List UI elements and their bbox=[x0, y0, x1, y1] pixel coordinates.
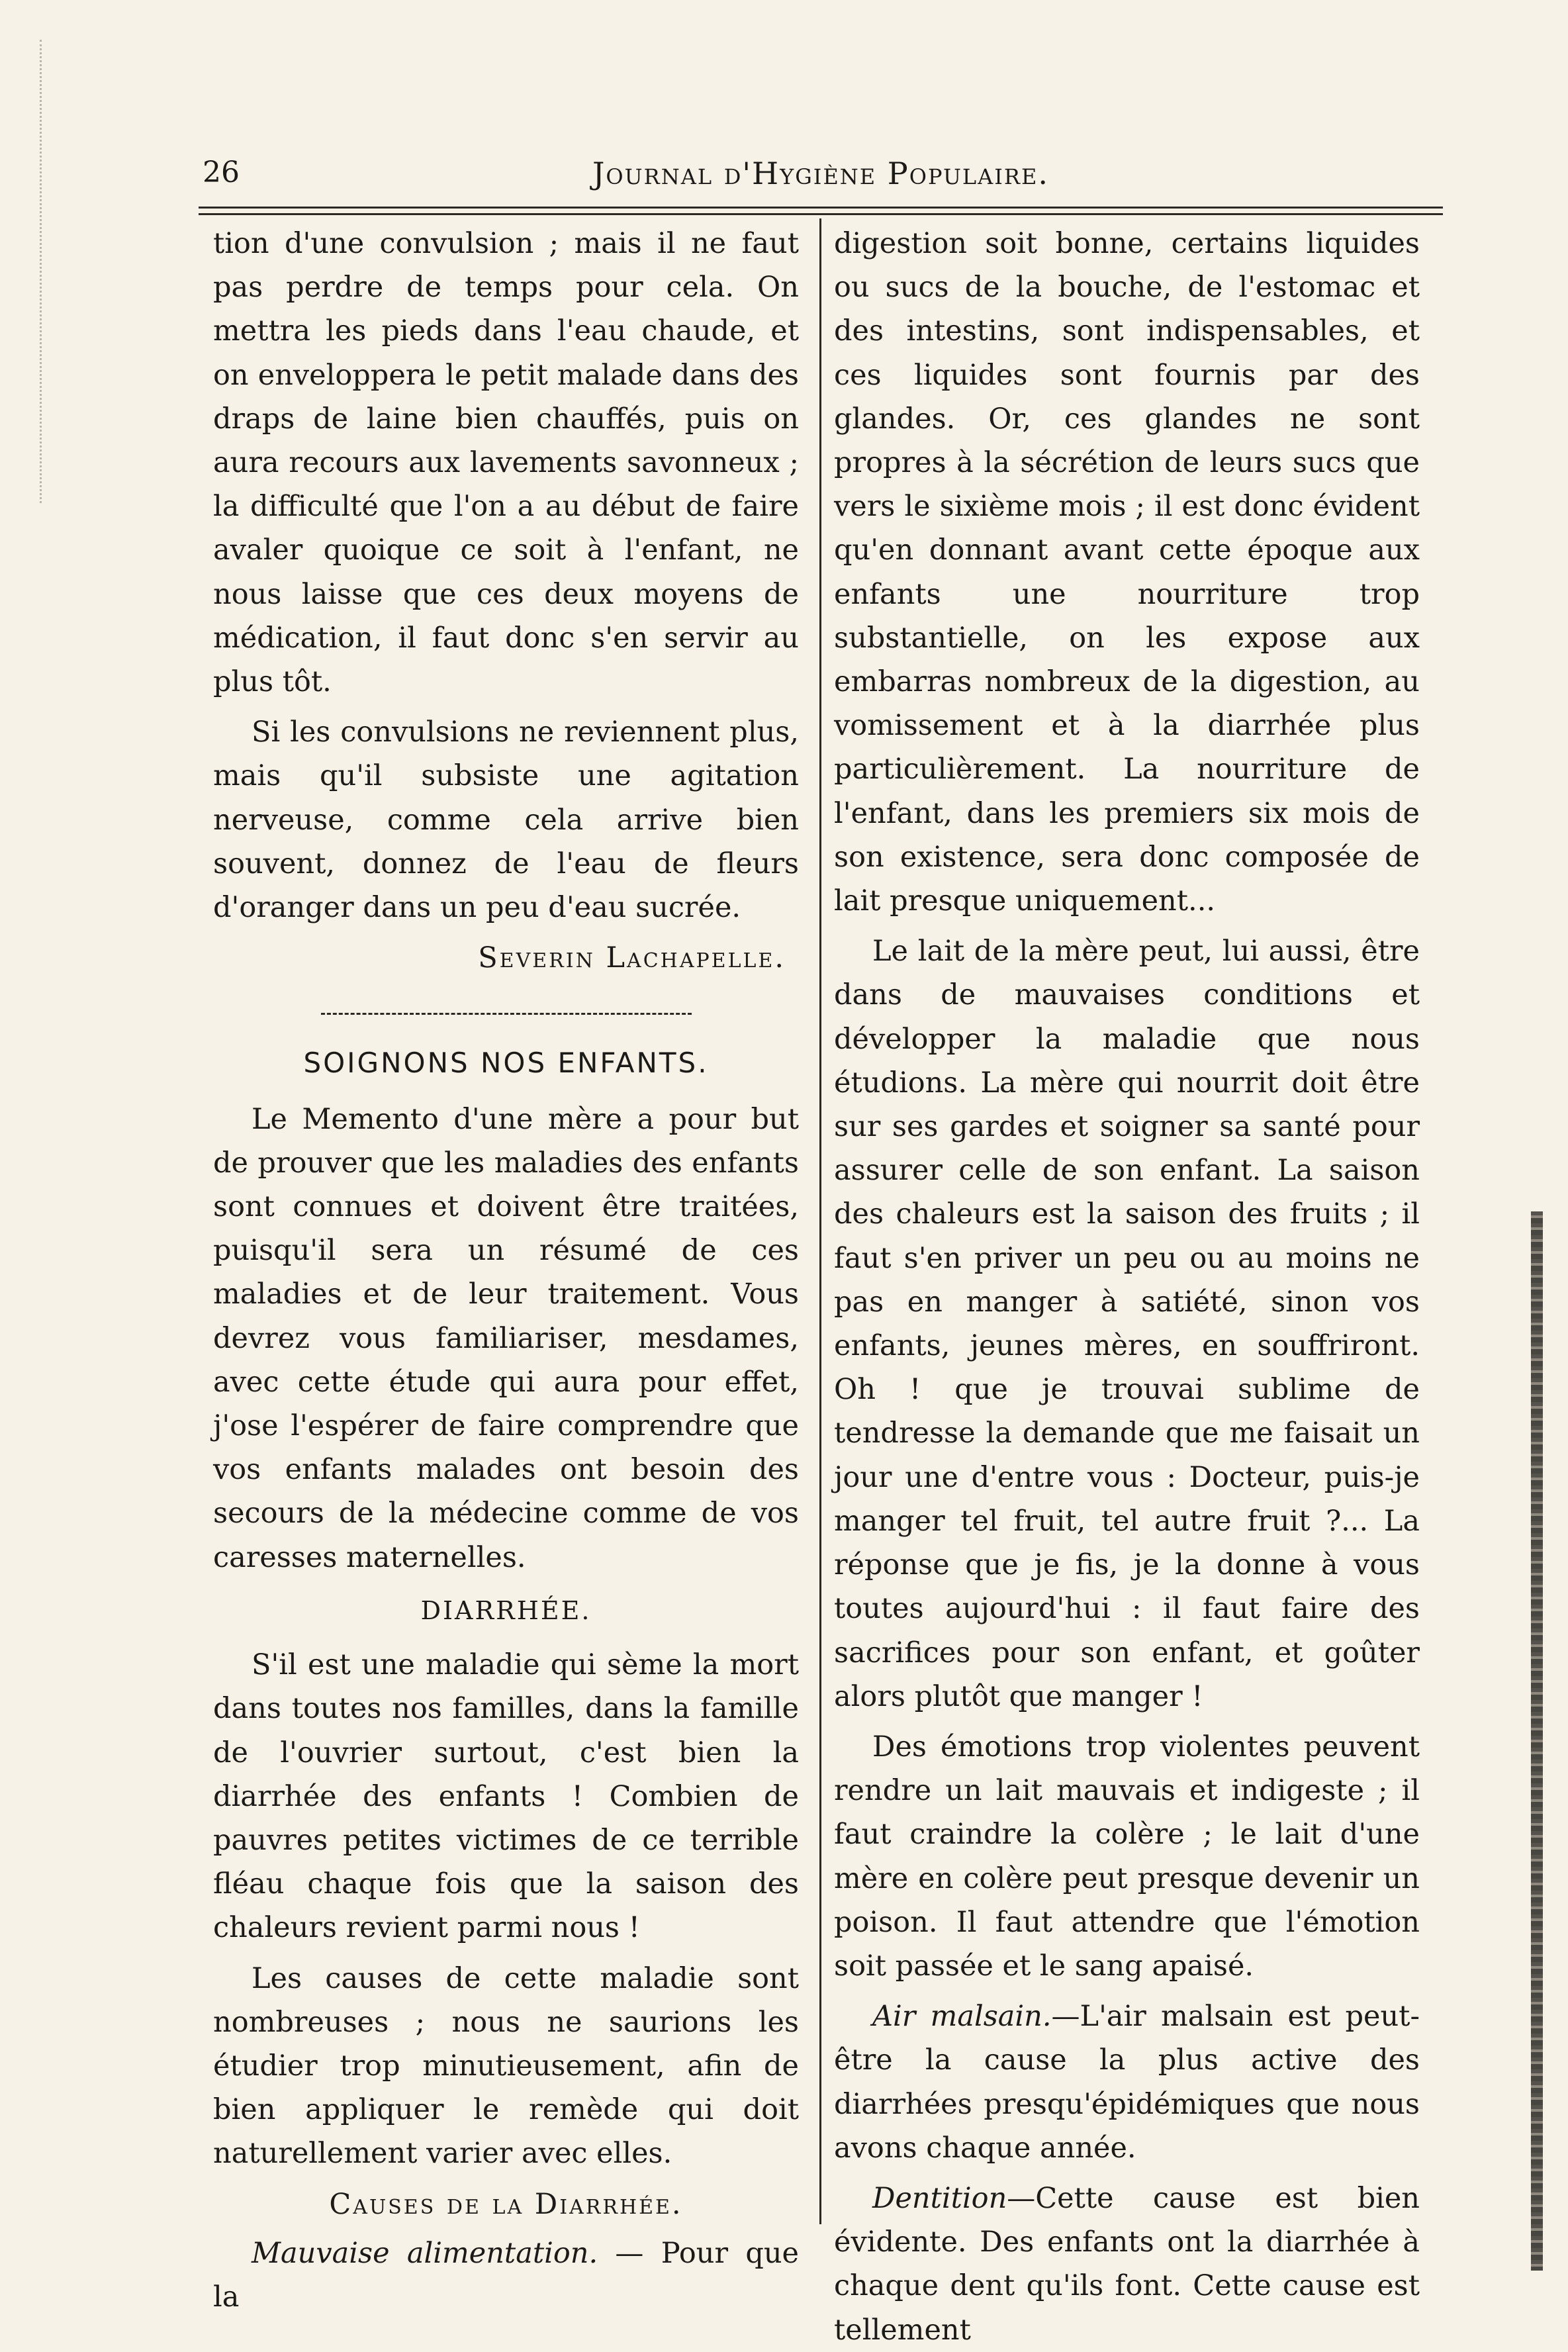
scan-edge bbox=[1531, 1211, 1543, 2271]
paragraph: Des émotions trop violentes peuvent rendre un lait mauvais et indigeste ; il faut craindre la colère ; le lait d'une mère en colère peut presque devenir un poison. Il faut attendre que l'émotion soit passée et le sang apaisé. bbox=[834, 1730, 1420, 1983]
run-in-heading: Dentition bbox=[872, 2181, 1007, 2215]
paragraph bbox=[834, 2177, 1420, 2352]
section-subheading: Causes de la Diarrhée. bbox=[329, 2187, 683, 2221]
running-title: Journal d'Hygiène Populaire. bbox=[592, 156, 1049, 191]
right-column bbox=[834, 222, 1420, 2352]
paragraph: tion d'une convulsion ; mais il ne faut pas perdre de temps pour cela. On mettra les pieds dans l'eau chaude, et on enveloppera le petit malade dans des draps de laine bien chauffés, puis on aura recours aux lavements savonneux ; la difficulté que l'on a au début de faire avaler quoique ce soit à l'enfant, ne nous laisse que ces deux moyens de médication, il faut donc s'en servir au plus tôt. bbox=[213, 227, 799, 699]
paragraph: Le Memento d'une mère a pour but de prouver que les maladies des enfants sont connues et doivent être traitées, puisqu'il sera un résumé de ces maladies et de leur traitement. Vous devrez vous familiariser, mesdames, avec cette étude qui aura pour effet, j'ose l'espérer de faire comprendre que vos enfants malades ont besoin des secours de la médecine comme de vos caresses maternelles. bbox=[213, 1102, 799, 1574]
left-column bbox=[213, 222, 799, 2319]
paragraph: Si les convulsions ne reviennent plus, mais qu'il subsiste une agitation nerveuse, comme cela arrive bien souvent, donnez de l'eau de fleurs d'oranger dans un peu d'eau sucrée. bbox=[213, 716, 799, 925]
author-signature: Severin Lachapelle. bbox=[478, 941, 786, 975]
paragraph: Le lait de la mère peut, lui aussi, être dans de mauvaises conditions et développer la maladie que nous étudions. La mère qui nourrit doit être sur ses gardes et soigner sa santé pour assurer celle de son enfant. La saison des chaleurs est la saison des fruits ; il faut s'en priver un peu ou au moins ne pas en manger à satiété, sinon vos enfants, jeunes mères, en souffriront. Oh ! que je trouvai sublime de tendresse la demande que me faisait un jour une d'entre vous : Docteur, puis-je manger tel fruit, tel autre fruit ?... La réponse que je fis, je la donne à vous toutes aujourd'hui : il faut faire des sacrifices pour son enfant, et goûter alors plutôt que manger ! bbox=[834, 935, 1420, 1713]
paragraph: S'il est une maladie qui sème la mort dans toutes nos familles, dans la famille de l'ouvrier surtout, c'est bien la diarrhée des enfants ! Combien de pauvres petites victimes de ce terrible fléau chaque fois que la saison des chaleurs revient parmi nous ! bbox=[213, 1648, 799, 1945]
section-subheading: DIARRHÉE. bbox=[420, 1595, 592, 1625]
column-divider bbox=[819, 218, 821, 2224]
article-title: SOIGNONS NOS ENFANTS. bbox=[303, 1047, 709, 1080]
paragraph-text: —Cette cause est bien évidente. Des enfants ont la diarrhée à chaque dent qu'ils font. Cette cause est tellement bbox=[834, 2181, 1420, 2347]
article-separator bbox=[321, 1013, 692, 1015]
paragraph-text: — Pour que la bbox=[213, 2236, 799, 2314]
paragraph-text: —L'air malsain est peut-être la cause la plus active des diarrhées presqu'épidémiques que nous avons chaque année. bbox=[834, 2000, 1420, 2165]
page-number: 26 bbox=[203, 156, 240, 189]
paragraph bbox=[834, 1995, 1420, 2170]
header-rule-top bbox=[199, 207, 1443, 209]
paragraph bbox=[213, 2232, 799, 2319]
page-header bbox=[199, 156, 1443, 202]
paragraph: Les causes de cette maladie sont nombreuses ; nous ne saurions les étudier trop minutieusement, afin de bien appliquer le remède qui doit naturellement varier avec elles. bbox=[213, 1961, 799, 2171]
run-in-heading: Air malsain. bbox=[872, 2000, 1052, 2034]
header-rule-bottom bbox=[199, 213, 1443, 215]
margin-specks bbox=[40, 40, 68, 503]
run-in-heading: Mauvaise alimentation. bbox=[252, 2236, 598, 2270]
paragraph: digestion soit bonne, certains liquides ou sucs de la bouche, de l'estomac et des intestins, sont indispensables, et ces liquides sont fournis par des glandes. Or, ces glandes ne sont propres à la sécrétion de leurs sucs que vers le sixième mois ; il est donc évident qu'en donnant avant cette époque aux enfants une nourriture trop substantielle, on les expose aux embarras nombreux de la digestion, au vomissement et à la diarrhée plus particulièrement. La nourriture de l'enfant, dans les premiers six mois de son existence, sera donc composée de lait presque uniquement... bbox=[834, 227, 1420, 918]
